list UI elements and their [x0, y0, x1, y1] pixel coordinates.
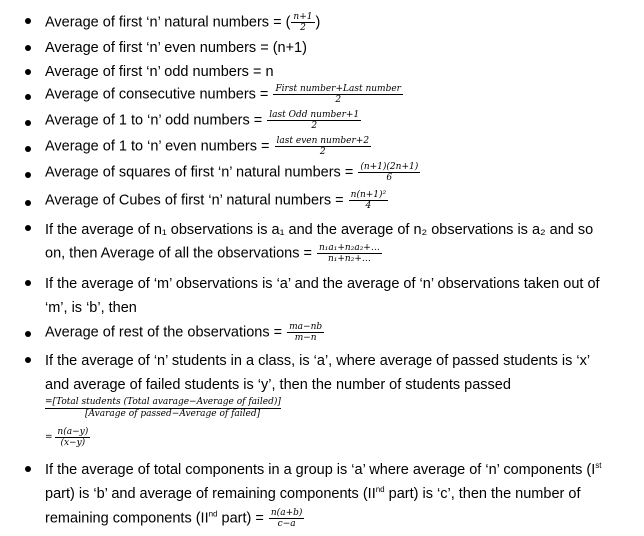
fraction-denominator: 2 [300, 23, 306, 33]
list-item [0, 221, 644, 271]
item-text-line2: part) is ‘b’ and average of remaining components (II [45, 486, 376, 502]
fraction-numerator: last even number+2 [276, 136, 370, 146]
list-item [0, 352, 644, 458]
fraction-denominator: (x−y) [60, 438, 86, 448]
item-text-line1: If the average of ‘m’ observations is ‘a’ and the average of ‘n’ observations taken out of [45, 276, 600, 292]
item-text: Average of consecutive numbers = [45, 86, 273, 103]
fraction-numerator: First number+Last number [275, 84, 401, 94]
item-text: Average of first ‘n’ natural numbers = ( [45, 14, 291, 31]
item-text-line2: and average of failed students is ‘y’, then the number of students passed [45, 377, 511, 393]
fraction [291, 12, 314, 33]
fraction-numerator: n(a−y) [57, 427, 89, 437]
fraction-numerator: (n+1)(2n+1) [360, 162, 419, 172]
item-text-line1: If the average of total components in a group is ‘a’ where average of ‘n’ components (I [45, 462, 596, 478]
fraction-denominator: 6 [386, 173, 393, 183]
item-text: Average of 1 to ‘n’ even numbers = [45, 138, 274, 155]
fraction [349, 190, 389, 211]
bullet-icon [25, 357, 31, 363]
item-text: Average of Cubes of first ‘n’ natural numbers = [45, 192, 348, 209]
fraction [317, 243, 382, 264]
fraction-denominator: c−a [277, 519, 296, 529]
formula-students-passed [45, 397, 281, 419]
list-item [0, 110, 644, 136]
fraction-denominator: m−n [294, 333, 317, 343]
fraction-numerator: n(n+1)² [350, 190, 387, 200]
fraction [267, 110, 361, 131]
list-item [0, 63, 644, 83]
fraction-numerator: last Odd number+1 [269, 110, 360, 120]
equals-sign: = [45, 432, 56, 443]
superscript: nd [375, 485, 385, 495]
fraction [273, 84, 403, 105]
item-text-line2: ‘m’, is ‘b’, then [45, 300, 137, 316]
list-item [0, 39, 644, 59]
list-item [0, 461, 644, 536]
item-text-line1: If the average of n₁ observations is a₁ and the average of n₂ observations is a₂ and so [45, 222, 594, 238]
item-text-line2-end: part) is ‘c’, then the number of [384, 486, 581, 502]
bullet-icon [25, 331, 31, 337]
fraction-denominator: 2 [319, 147, 326, 157]
fraction-numerator: n₁a₁+n₂a₂+… [319, 243, 380, 253]
item-text: Average of squares of first ‘n’ natural numbers = [45, 164, 358, 181]
formula-numerator: =[Total students (Total avarage−Average of failed)] [45, 397, 281, 407]
list-item [0, 162, 644, 188]
superscript: st [595, 461, 602, 471]
fraction-denominator: 2 [311, 121, 318, 131]
bullet-icon [25, 200, 31, 206]
fraction-numerator: ma−nb [289, 322, 323, 332]
fraction-denominator: n₁+n₂+… [327, 254, 371, 264]
list-item [0, 10, 644, 36]
fraction [358, 162, 420, 183]
bullet-icon [25, 172, 31, 178]
bullet-icon [25, 120, 31, 126]
list-item [0, 189, 644, 217]
bullet-icon [25, 280, 31, 286]
item-text-end: ) [315, 14, 321, 31]
item-text-line3-end: part) = [217, 510, 268, 527]
fraction-numerator: n+1 [293, 12, 313, 22]
list-item [0, 275, 644, 317]
fraction-denominator: 4 [365, 201, 372, 211]
item-text-line1: If the average of ‘n’ students in a class, is ‘a’, where average of passed students is ‘x’ [45, 353, 591, 369]
fraction [287, 322, 324, 343]
bullet-icon [25, 45, 31, 51]
fraction-numerator: n(a+b) [270, 508, 303, 518]
fraction [275, 136, 372, 157]
bullet-icon [25, 146, 31, 152]
bullet-icon [25, 466, 31, 472]
fraction-denominator: 2 [335, 95, 342, 105]
item-text: Average of 1 to ‘n’ odd numbers = [45, 112, 267, 129]
item-text: Average of first ‘n’ even numbers = (n+1) [45, 40, 307, 56]
fraction [269, 508, 305, 529]
list-item [0, 84, 644, 110]
item-text-line2: on, then Average of all the observations = [45, 245, 316, 262]
item-text: Average of first ‘n’ odd numbers = n [45, 64, 274, 80]
fraction [55, 427, 90, 448]
list-item [0, 322, 644, 348]
superscript: nd [208, 509, 218, 519]
bullet-icon [25, 18, 31, 24]
item-text-line3: remaining components (II [45, 510, 209, 527]
bullet-icon [25, 69, 31, 75]
list-item [0, 136, 644, 162]
bullet-icon [25, 94, 31, 100]
bullet-icon [25, 225, 31, 231]
item-text: Average of rest of the observations = [45, 324, 287, 341]
formula-denominator: [Avarage of passed−Average of failed] [85, 409, 261, 419]
